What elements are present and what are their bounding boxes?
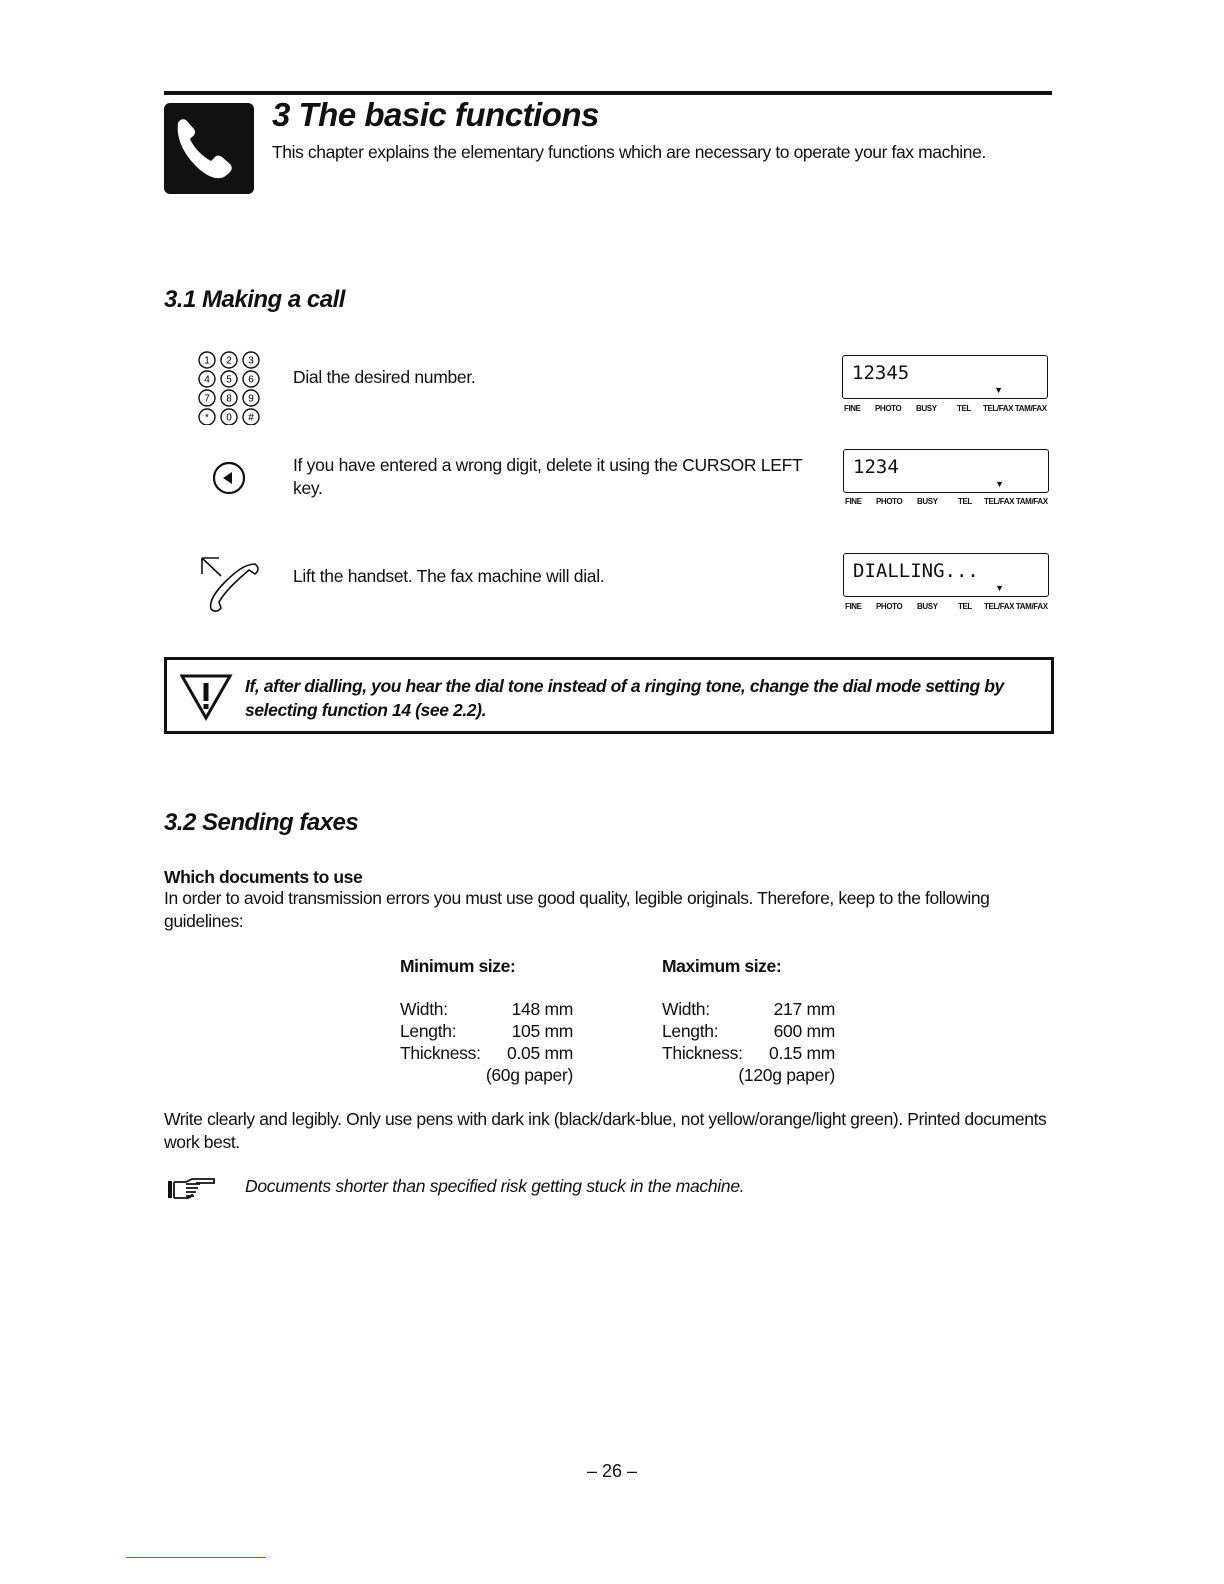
page-number: – 26 – bbox=[586, 1461, 638, 1481]
indicator-photo: PHOTO bbox=[875, 404, 902, 413]
min-length-label: Length: bbox=[400, 1021, 457, 1041]
step-lift-handset-text: Lift the handset. The fax machine will dial. bbox=[293, 566, 605, 586]
indicator-fine: FINE bbox=[845, 497, 862, 506]
keypad-key-label: # bbox=[248, 412, 254, 424]
lcd-arrow-icon: ▼ bbox=[995, 583, 1004, 593]
lcd-arrow-icon: ▼ bbox=[995, 479, 1004, 489]
lcd-display bbox=[843, 449, 1049, 493]
min-width-value: 148 mm bbox=[511, 999, 573, 1019]
keypad-key-label: 2 bbox=[226, 355, 232, 367]
maximum-size-heading: Maximum size: bbox=[662, 956, 782, 976]
keypad-key-label: 3 bbox=[248, 355, 254, 367]
min-thickness-value: 0.05 mm bbox=[507, 1043, 573, 1063]
keypad-key-label: 8 bbox=[226, 393, 232, 405]
lcd-display-text: DIALLING... bbox=[853, 560, 979, 582]
keypad-key-label: * bbox=[205, 412, 209, 424]
docs-intro: In order to avoid transmission errors you must use good quality, legible originals. Therefore, keep to the following guidelines: bbox=[164, 888, 990, 931]
lcd-display bbox=[843, 553, 1049, 597]
writing-advice: Write clearly and legibly. Only use pens with dark ink (black/dark-blue, not yellow/orange/light green). Printed documents work best. bbox=[164, 1109, 1047, 1152]
keypad-key-label: 7 bbox=[204, 393, 210, 405]
indicator-telfax-tamfax: TEL/FAX TAM/FAX bbox=[984, 602, 1048, 611]
lcd-display-text: 1234 bbox=[853, 456, 899, 478]
max-thickness-value: 0.15 mm bbox=[769, 1043, 835, 1063]
indicator-telfax-tamfax: TEL/FAX TAM/FAX bbox=[983, 404, 1047, 413]
indicator-labels bbox=[845, 602, 1057, 614]
indicator-busy: BUSY bbox=[917, 497, 938, 506]
warning-triangle-icon bbox=[179, 672, 233, 722]
indicator-busy: BUSY bbox=[916, 404, 937, 413]
max-width-label: Width: bbox=[662, 999, 710, 1019]
max-width-value: 217 mm bbox=[773, 999, 835, 1019]
step-cursor-left-text: If you have entered a wrong digit, delete it using the CURSOR LEFT key. bbox=[293, 455, 803, 498]
indicator-photo: PHOTO bbox=[876, 602, 903, 611]
chapter-subtitle: This chapter explains the elementary functions which are necessary to operate your fax machine. bbox=[272, 142, 986, 162]
max-thickness-label: Thickness: bbox=[662, 1043, 743, 1063]
warning-text: If, after dialling, you hear the dial tone instead of a ringing tone, change the dial mode setting by selecting function 14 (see 2.2). bbox=[245, 676, 1004, 720]
min-length-value: 105 mm bbox=[511, 1021, 573, 1041]
top-rule bbox=[164, 91, 1052, 95]
keypad-key-label: 4 bbox=[204, 374, 210, 386]
indicator-labels bbox=[845, 497, 1057, 509]
lcd-arrow-icon: ▼ bbox=[994, 385, 1003, 395]
keypad-key-label: 6 bbox=[248, 374, 254, 386]
min-paper-weight: (60g paper) bbox=[485, 1065, 573, 1085]
keypad-key-label: 9 bbox=[248, 393, 254, 405]
keypad-key-label: 5 bbox=[226, 374, 232, 386]
section-title-sending-faxes: 3.2 Sending faxes bbox=[164, 809, 359, 836]
indicator-fine: FINE bbox=[845, 602, 862, 611]
cursor-left-key-icon bbox=[212, 461, 246, 495]
step-dial-text: Dial the desired number. bbox=[293, 367, 476, 387]
handset-icon bbox=[197, 552, 263, 614]
indicator-labels bbox=[844, 404, 1056, 416]
indicator-fine: FINE bbox=[844, 404, 861, 413]
keypad-key-label: 0 bbox=[226, 412, 232, 424]
pointing-hand-icon bbox=[166, 1176, 216, 1202]
max-length-label: Length: bbox=[662, 1021, 719, 1041]
min-thickness-label: Thickness: bbox=[400, 1043, 481, 1063]
indicator-busy: BUSY bbox=[917, 602, 938, 611]
lcd-display-text: 12345 bbox=[852, 362, 910, 384]
min-width-label: Width: bbox=[400, 999, 448, 1019]
keypad-icon bbox=[197, 351, 263, 425]
section-title-making-a-call: 3.1 Making a call bbox=[164, 286, 345, 313]
minimum-size-heading: Minimum size: bbox=[400, 956, 516, 976]
indicator-tel: TEL bbox=[958, 602, 972, 611]
docs-heading: Which documents to use bbox=[164, 867, 363, 887]
footer-line bbox=[126, 1557, 266, 1558]
max-paper-weight: (120g paper) bbox=[738, 1065, 835, 1085]
indicator-tel: TEL bbox=[957, 404, 971, 413]
indicator-telfax-tamfax: TEL/FAX TAM/FAX bbox=[984, 497, 1048, 506]
indicator-photo: PHOTO bbox=[876, 497, 903, 506]
lcd-display bbox=[842, 355, 1048, 399]
warning-box bbox=[164, 657, 1054, 734]
telephone-chapter-icon bbox=[164, 103, 254, 194]
max-length-value: 600 mm bbox=[773, 1021, 835, 1041]
indicator-tel: TEL bbox=[958, 497, 972, 506]
chapter-title: 3 The basic functions bbox=[272, 96, 599, 133]
note-text: Documents shorter than specified risk getting stuck in the machine. bbox=[245, 1176, 745, 1196]
keypad-key-label: 1 bbox=[204, 355, 210, 367]
